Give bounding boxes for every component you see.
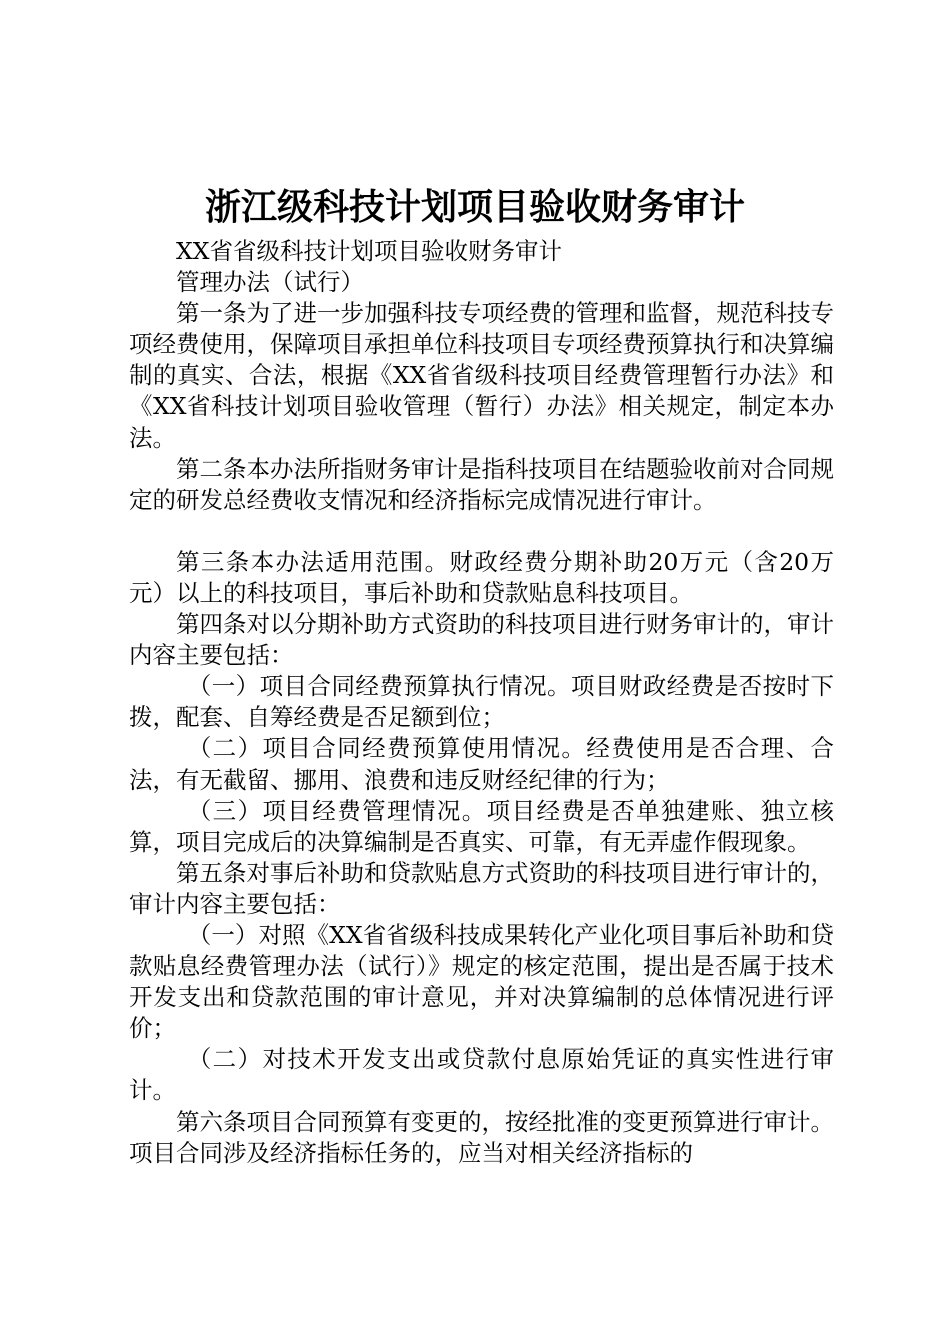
paragraph-article-3: 第三条本办法适用范围。财政经费分期补助20万元（含20万元）以上的科技项目，事后补助和贷款贴息科技项目。 xyxy=(129,547,834,607)
paragraph-article-6: 第六条项目合同预算有变更的，按经批准的变更预算进行审计。项目合同涉及经济指标任务的，应当对相关经济指标的 xyxy=(129,1107,834,1167)
paragraph-article-4-item-2: （二）项目合同经费预算使用情况。经费使用是否合理、合法，有无截留、挪用、浪费和违反财经纪律的行为； xyxy=(129,734,834,794)
paragraph-subtitle-line-1: XX省省级科技计划项目验收财务审计 xyxy=(176,237,562,265)
document-body xyxy=(129,236,834,1169)
paragraph-article-4-item-1: （一）项目合同经费预算执行情况。项目财政经费是否按时下拨，配套、自筹经费是否足额到位； xyxy=(129,672,834,732)
paragraph-article-4-item-3: （三）项目经费管理情况。项目经费是否单独建账、独立核算，项目完成后的决算编制是否真实、可靠，有无弄虚作假现象。 xyxy=(129,796,834,856)
paragraph-article-5-item-1: （一）对照《XX省省级科技成果转化产业化项目事后补助和贷款贴息经费管理办法（试行）》规定的核定范围，提出是否属于技术开发支出和贷款范围的审计意见，并对决算编制的总体情况进行评价； xyxy=(129,920,834,1043)
document-title: 浙江级科技计划项目验收财务审计 xyxy=(204,187,745,228)
paragraph-article-4: 第四条对以分期补助方式资助的科技项目进行财务审计的，审计内容主要包括： xyxy=(129,610,834,670)
paragraph-article-5: 第五条对事后补助和贷款贴息方式资助的科技项目进行审计的，审计内容主要包括： xyxy=(129,858,834,918)
paragraph-article-2: 第二条本办法所指财务审计是指科技项目在结题验收前对合同规定的研发总经费收支情况和经济指标完成情况进行审计。 xyxy=(129,454,834,514)
paragraph-subtitle-line-2: 管理办法（试行） xyxy=(176,268,364,297)
paragraph-article-1: 第一条为了进一步加强科技专项经费的管理和监督，规范科技专项经费使用，保障项目承担单位科技项目专项经费预算执行和决算编制的真实、合法，根据《XX省省级科技项目经费管理暂行办法》和《XX省科技计划项目验收管理（暂行）办法》相关规定，制定本办法。 xyxy=(129,299,834,452)
paragraph-article-5-item-2: （二）对技术开发支出或贷款付息原始凭证的真实性进行审计。 xyxy=(129,1045,834,1105)
